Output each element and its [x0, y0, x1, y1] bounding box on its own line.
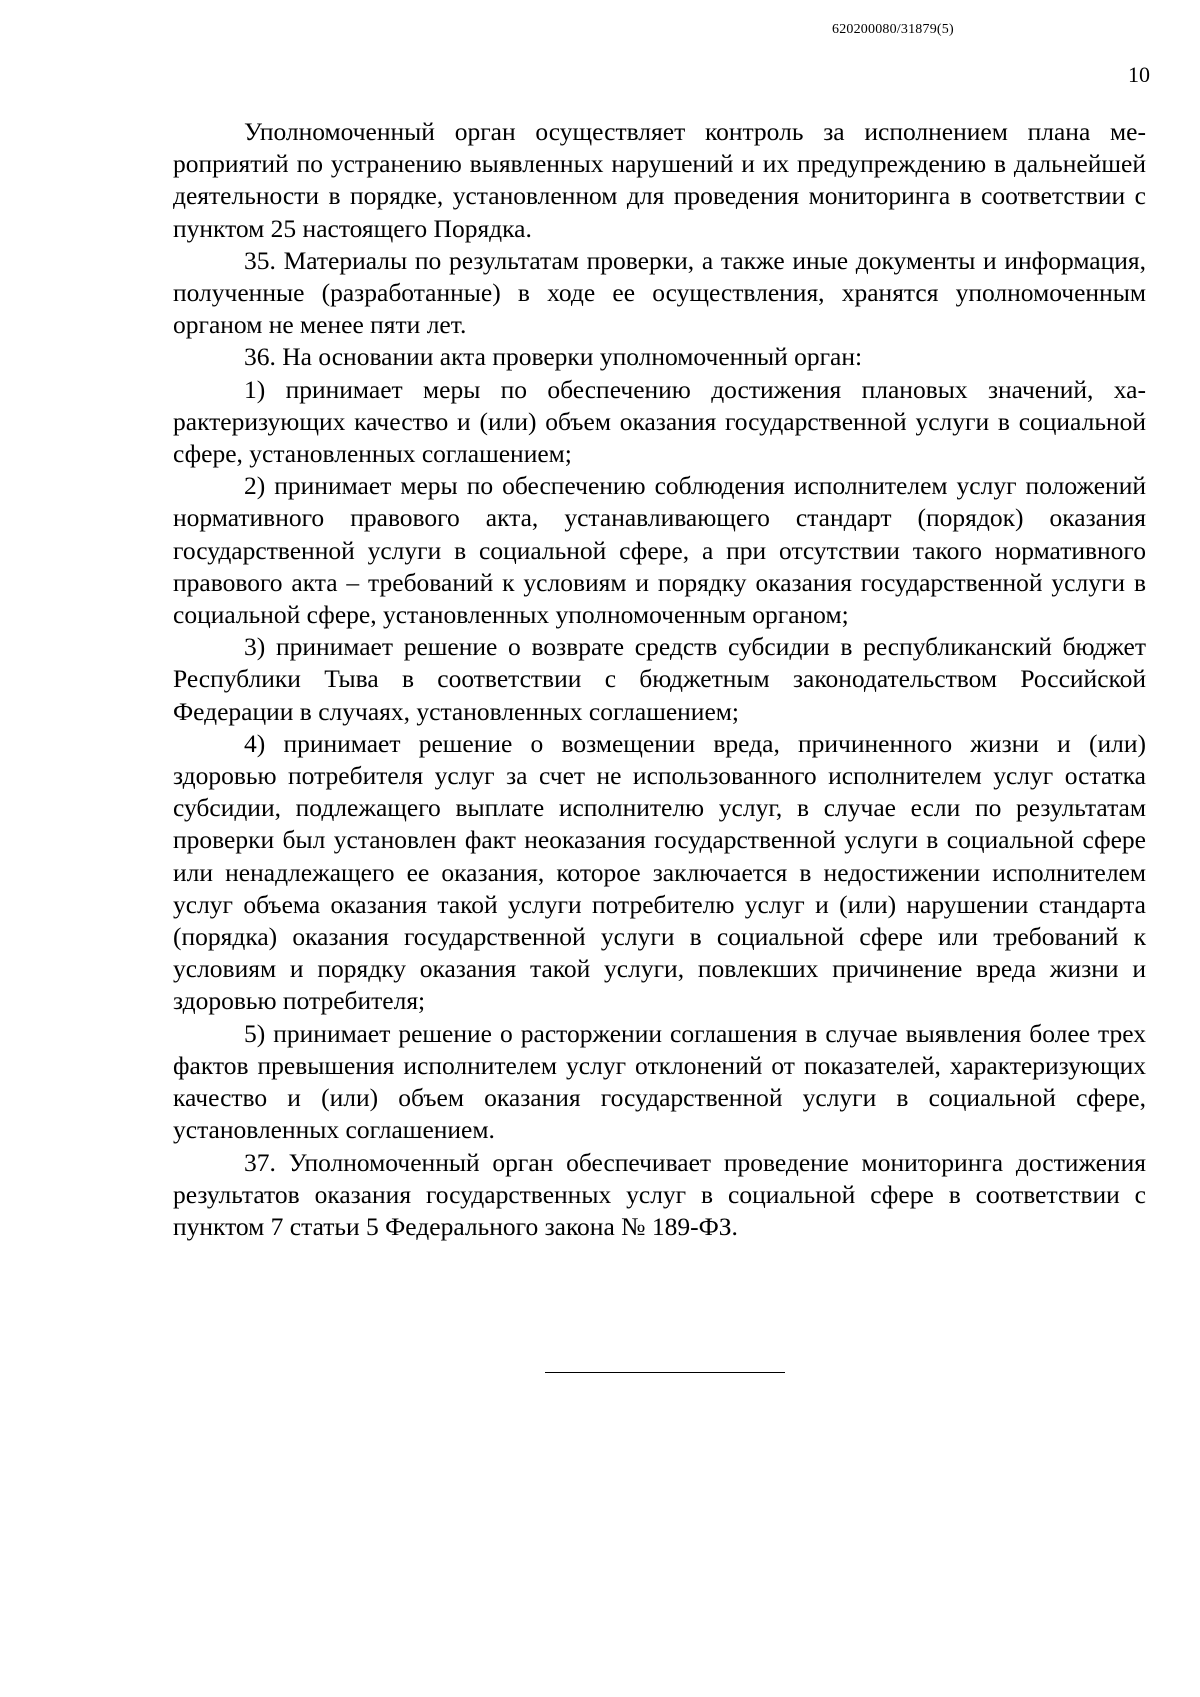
paragraph-36: 36. На основании акта проверки уполномоченный орган:: [244, 342, 863, 372]
paragraph-36-item-3: 3) принимает решение о возврате средств субсидии в республиканский бюджет Республики Тыва в соответствии с бюджетным законодательством Российской Федерации в случаях, установленных соглашением;: [173, 632, 1146, 726]
paragraph-36-item-5: 5) принимает решение о расторжении соглашения в случае выявления более трех фактов превышения исполнителем услуг отклонений от показателей, характеризующих качество и (или) объем оказания государственной услуги в социальной сфере, установленных соглашением.: [173, 1018, 1146, 1145]
paragraph-monitoring-control: Уполномоченный орган осуществляет контроль за исполнением плана мероприятий по устранению выявленных нарушений и их предупреждению в дальнейшей деятельности в порядке, установленном для проведения мониторинга в соответствии с пунктом 25 настоящего Порядка.: [173, 117, 1146, 243]
paragraph-37: 37. Уполномоченный орган обеспечивает проведение мониторинга достижения результатов оказания государственных услуг в социальной сфере в соответствии с пунктом 7 статьи 5 Федерального закона № 189-ФЗ.: [173, 1147, 1146, 1241]
paragraph-36-item-4: 4) принимает решение о возмещении вреда, причиненного жизни и (или) здоровью потребителя услуг за счет не использованного исполнителем услуг остатка субсидии, подлежащего выплате исполнителю услуг, в случае если по результатам проверки был установлен факт неоказания государственной услуги в социальной сфере или ненадлежащего ее оказания, которое заключается в недостижении исполнителем услуг объема оказания такой услуги потребителю услуг и (или) нарушении стандарта (порядка) оказания государственной услуги в социальной сфере или требований к условиям и порядку оказания такой услуги, повлекших причинение вреда жизни и здоровью потребителя;: [173, 728, 1146, 1016]
closing-divider: [545, 1372, 785, 1373]
document-body: [173, 116, 1146, 1243]
paragraph-36-item-1: 1) принимает меры по обеспечению достижения плановых значений, характеризующих качество и (или) объем оказания государственной услуги в социальной сфере, установленных соглашением;: [173, 374, 1146, 469]
paragraph-36-item-2: 2) принимает меры по обеспечению соблюдения исполнителем услуг положений нормативного правового акта, устанавливающего стандарт (порядок) оказания государственной услуги в социальной сфере, а при отсутствии такого нормативного правового акта – требований к условиям и порядку оказания государственной услуги в социальной сфере, установленных уполномоченным органом;: [173, 471, 1146, 630]
paragraph-35: 35. Материалы по результатам проверки, а также иные документы и информация, полученные (разработанные) в ходе ее осуществления, хранятся уполномоченным органом не менее пяти лет.: [173, 245, 1146, 340]
document-code: 620200080/31879(5): [832, 22, 954, 37]
page-number: 10: [1128, 62, 1150, 87]
